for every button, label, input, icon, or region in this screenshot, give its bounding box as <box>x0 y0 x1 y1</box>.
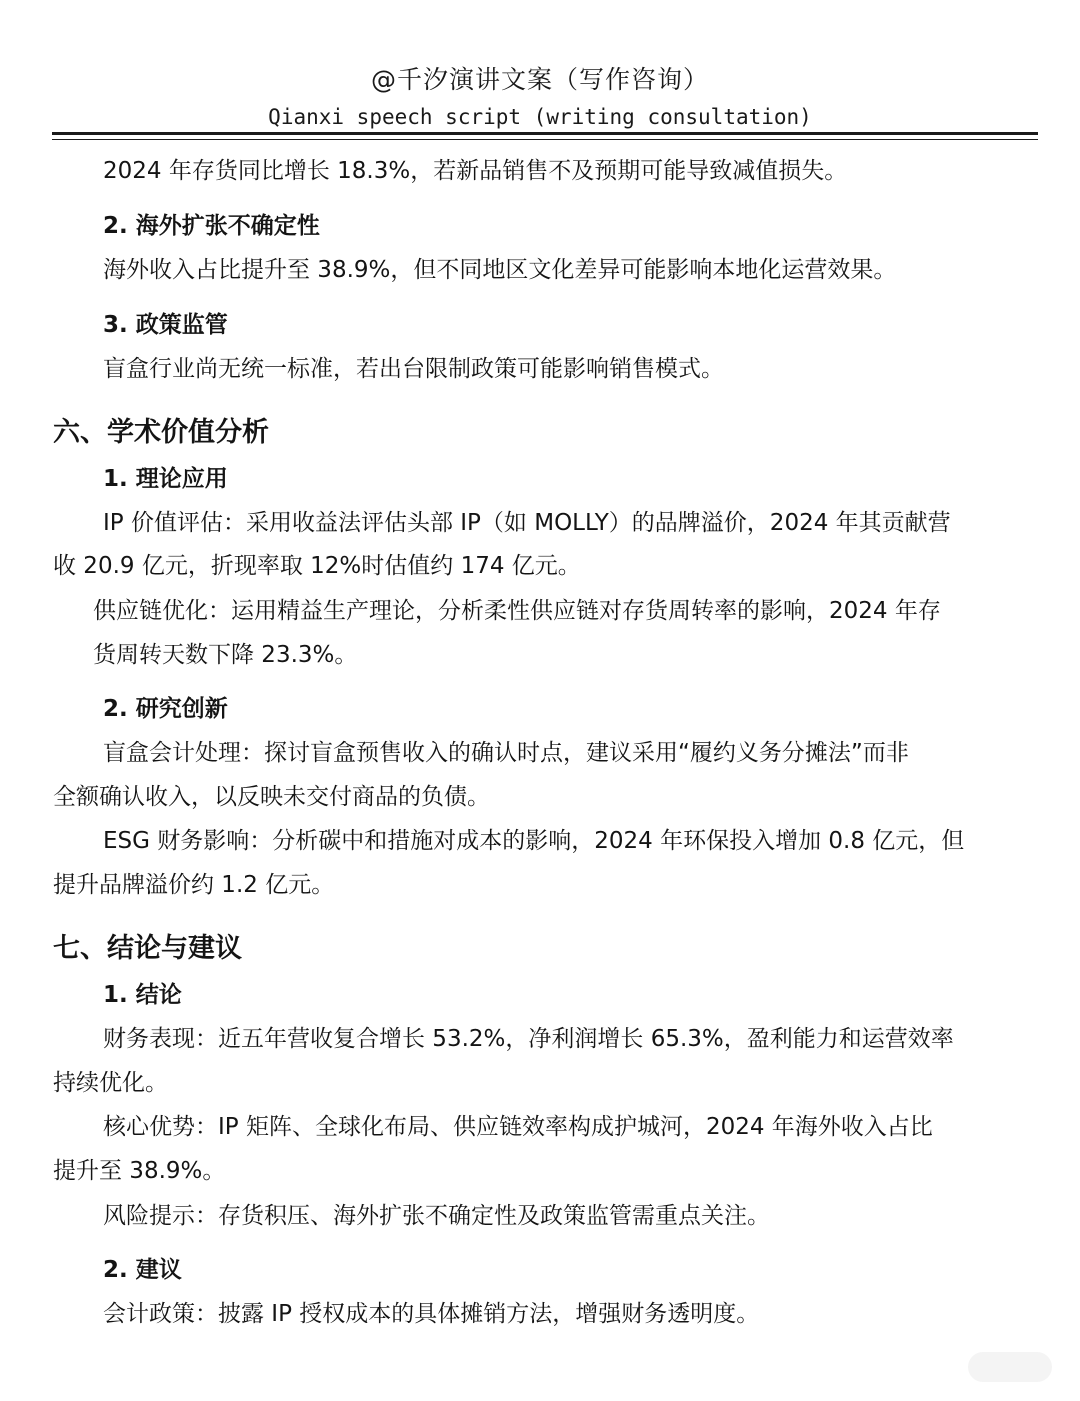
paragraph-line: IP 价值评估：采用收益法评估头部 IP（如 MOLLY）的品牌溢价，2024 年其贡献营 <box>103 510 951 536</box>
paragraph-line: 全额确认收入，以反映未交付商品的负债。 <box>53 784 490 810</box>
header-divider-thick <box>52 132 1038 135</box>
subheading-research-innovation: 2. 研究创新 <box>103 696 228 722</box>
paragraph-line: 财务表现：近五年营收复合增长 53.2%，净利润增长 65.3%，盈利能力和运营效率 <box>103 1026 954 1052</box>
paragraph-line: 核心优势：IP 矩阵、全球化布局、供应链效率构成护城河，2024 年海外收入占比 <box>103 1114 933 1140</box>
subheading-policy-regulation: 3. 政策监管 <box>103 312 228 338</box>
paragraph-line: 提升至 38.9%。 <box>53 1158 226 1184</box>
section-heading-conclusion: 七、结论与建议 <box>53 933 242 964</box>
subheading-theory-application: 1. 理论应用 <box>103 466 228 492</box>
header-title-en: Qianxi speech script (writing consultation) <box>268 105 812 129</box>
page-header <box>0 62 1080 132</box>
watermark-badge <box>968 1352 1052 1382</box>
paragraph-line: 会计政策：披露 IP 授权成本的具体摊销方法，增强财务透明度。 <box>103 1301 760 1327</box>
header-title-cn: @千汐演讲文案（写作咨询） <box>370 65 709 94</box>
paragraph-line: ESG 财务影响：分析碳中和措施对成本的影响，2024 年环保投入增加 0.8 亿元，但 <box>103 828 965 854</box>
paragraph-line: 收 20.9 亿元，折现率取 12%时估值约 174 亿元。 <box>53 553 581 579</box>
subheading-conclusion: 1. 结论 <box>103 982 182 1008</box>
paragraph-line: 盲盒行业尚无统一标准，若出台限制政策可能影响销售模式。 <box>103 356 724 382</box>
paragraph-line: 盲盒会计处理：探讨盲盒预售收入的确认时点，建议采用“履约义务分摊法”而非 <box>103 740 909 766</box>
subheading-suggestions: 2. 建议 <box>103 1257 182 1283</box>
paragraph-line: 持续优化。 <box>53 1070 168 1096</box>
paragraph-line: 供应链优化：运用精益生产理论，分析柔性供应链对存货周转率的影响，2024 年存 <box>93 598 941 624</box>
paragraph-line: 海外收入占比提升至 38.9%，但不同地区文化差异可能影响本地化运营效果。 <box>103 257 897 283</box>
paragraph-line: 风险提示：存货积压、海外扩张不确定性及政策监管需重点关注。 <box>103 1203 770 1229</box>
header-divider-thin <box>52 139 1038 140</box>
paragraph-line: 提升品牌溢价约 1.2 亿元。 <box>53 872 335 898</box>
section-heading-academic-value: 六、学术价值分析 <box>53 417 269 448</box>
paragraph-line: 2024 年存货同比增长 18.3%，若新品销售不及预期可能导致减值损失。 <box>103 158 848 184</box>
subheading-overseas-expansion: 2. 海外扩张不确定性 <box>103 213 320 239</box>
paragraph-line: 货周转天数下降 23.3%。 <box>93 642 358 668</box>
